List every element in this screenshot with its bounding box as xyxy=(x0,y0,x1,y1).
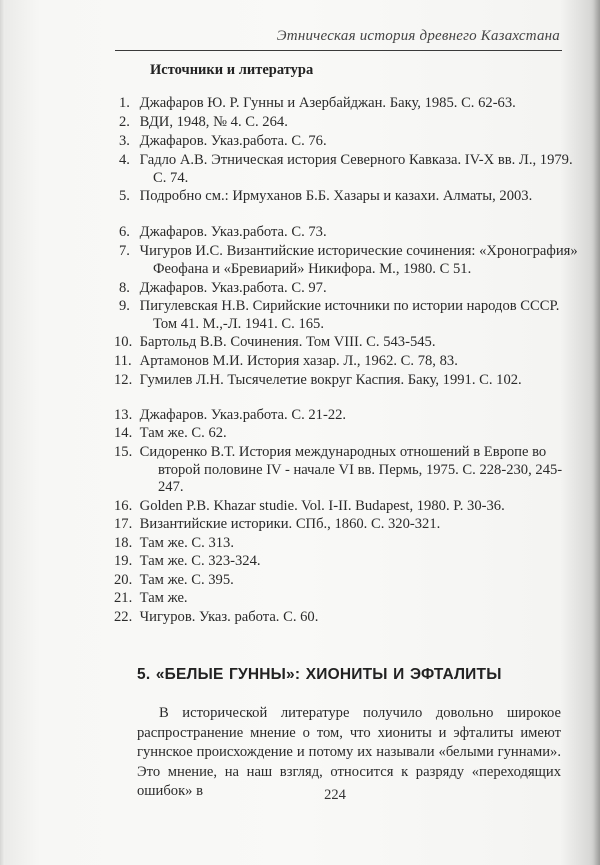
running-head: Этническая история древнего Казахстана xyxy=(276,28,560,44)
reference-item: 12. Гумилев Л.Н. Тысячелетие вокруг Каспия. Баку, 1991. С. 102. xyxy=(114,372,522,388)
reference-item: 22. Чигуров. Указ. работа. С. 60. xyxy=(114,609,319,625)
reference-item: 14. Там жe. С. 62. xyxy=(114,425,227,441)
reference-item: 16. Golden P.B. Khazar studie. Vol. I-II. Budapest, 1980. P. 30-36. xyxy=(114,498,505,514)
body-paragraph: В исторической литературе получило довольно широкое распространение мнение о том, что хиониты и эфталиты имеют гуннское происхождение и потому их называли «белыми гуннами». Это мнение, на наш взгляд, относится к разряду «переходящих ошибок» в xyxy=(137,705,561,800)
reference-item: 1. Джафаров Ю. Р. Гунны и Азербайджан. Баку, 1985. С. 62-63. xyxy=(119,95,516,111)
reference-item: 11. Артамонов М.И. История хазар. Л., 1962. С. 78, 83. xyxy=(114,353,458,369)
sources-heading: Источники и литература xyxy=(150,62,314,78)
reference-item: 8. Джафаров. Указ.работа. С. 97. xyxy=(119,280,327,296)
reference-item: 5. Подробно см.: Ирмуханов Б.Б. Хазары и казахи. Алматы, 2003. xyxy=(119,188,533,204)
reference-item: 9. Пигулевская Н.В. Сирийские источники по истории народов СССР. Том 41. М.,-Л. 1941. С. 165. xyxy=(119,298,560,332)
reference-item: 4. Гадло А.В. Этническая история Северного Кавказа. IV-X вв. Л., 1979. С. 74. xyxy=(119,152,573,186)
reference-item: 20. Там же. С. 395. xyxy=(114,572,234,588)
reference-item: 6. Джафаров. Указ.работа. С. 73. xyxy=(119,224,327,240)
page-number: 224 xyxy=(324,787,346,803)
reference-item: 3. Джафаров. Указ.работа. С. 76. xyxy=(119,133,327,149)
reference-item: 7. Чигуров И.С. Византийские исторические сочинения: «Хронография» Феофана и «Бревиарий» Никифора. М., 1980. С 51. xyxy=(119,243,578,277)
reference-item: 17. Византийские историки. СПб., 1860. С. 320-321. xyxy=(114,516,441,532)
reference-item: 13. Джафаров. Указ.работа. С. 21-22. xyxy=(114,407,347,423)
reference-item: 2. ВДИ, 1948, № 4. С. 264. xyxy=(119,114,288,130)
reference-item: 18. Там жe. С. 313. xyxy=(114,535,234,551)
chapter-heading: 5. «БЕЛЫЕ ГУННЫ»: ХИОНИТЫ И ЭФТАЛИТЫ xyxy=(137,666,502,683)
reference-item: 15. Сидоренко В.Т. История международных отношений в Европе во второй половине IV - начале VI вв. Пермь, 1975. С. 228-230, 245-247. xyxy=(114,444,563,495)
reference-item: 21. Там же. xyxy=(114,590,188,606)
reference-item: 19. Там же. С. 323-324. xyxy=(114,553,261,569)
reference-item: 10. Бартольд В.В. Сочинения. Том VIII. С. 543-545. xyxy=(114,334,436,350)
